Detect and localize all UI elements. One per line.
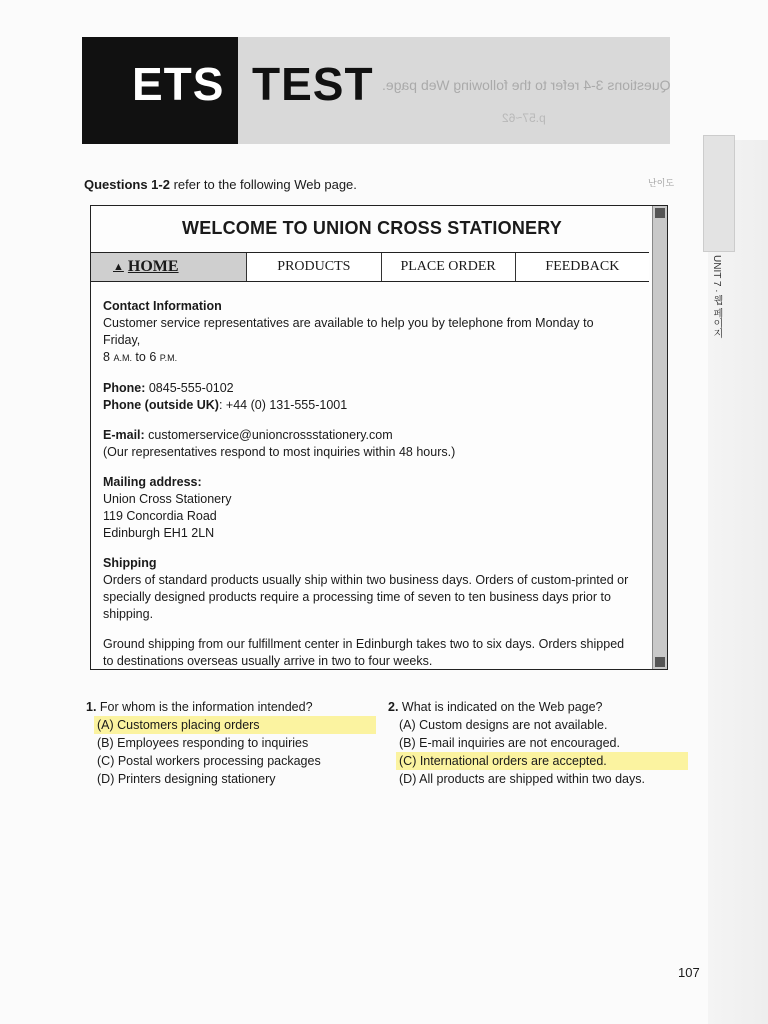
scroll-down-arrow-icon[interactable]	[655, 657, 665, 667]
shipping-para-2: Ground shipping from our fulfillment center in Edinburgh takes two to six days. Orders shipped to destinations overseas usually arrive in two to four weeks.	[103, 637, 625, 668]
mailing-line: Union Cross Stationery	[103, 492, 232, 506]
email-label: E-mail:	[103, 428, 145, 442]
answer-option-highlighted[interactable]: (C) International orders are accepted.	[396, 752, 688, 770]
answer-option[interactable]: (D) All products are shipped within two days.	[399, 772, 645, 786]
nav-tab-home[interactable]	[91, 253, 246, 281]
ets-test-banner	[82, 37, 670, 144]
ets-label: ETS	[132, 58, 225, 110]
answer-option[interactable]: (B) E-mail inquiries are not encouraged.	[399, 736, 620, 750]
shipping-heading: Shipping	[103, 556, 157, 570]
email-note: (Our representatives respond to most inquiries within 48 hours.)	[103, 445, 456, 459]
question-number: 1.	[86, 700, 97, 714]
mailing-line: Edinburgh EH1 2LN	[103, 526, 215, 540]
am-label: A.M.	[113, 353, 132, 363]
questions-range: Questions 1-2	[84, 177, 170, 192]
answer-option[interactable]: (B) Employees responding to inquiries	[97, 736, 309, 750]
page-number: 107	[678, 965, 700, 980]
question-stem	[388, 698, 688, 716]
nav-tab-feedback[interactable]: FEEDBACK	[515, 253, 649, 281]
page-content	[103, 298, 633, 683]
phone-section	[103, 380, 633, 414]
difficulty-note: 난이도	[648, 178, 675, 188]
hours-start: 8	[103, 350, 110, 364]
contact-section	[103, 298, 633, 367]
phone-value: 0845-555-0102	[145, 381, 234, 395]
answer-option-highlighted[interactable]: (A) Customers placing orders	[94, 716, 376, 734]
unit-label: UNIT 7 · 웹 페이지	[711, 255, 722, 339]
nav-tab-place-order[interactable]: PLACE ORDER	[381, 253, 515, 281]
hours-to: to	[131, 350, 150, 364]
mailing-line: 119 Concordia Road	[103, 509, 217, 523]
test-label: TEST	[252, 58, 374, 110]
nav-tab-products[interactable]: PRODUCTS	[246, 253, 380, 281]
mailing-section	[103, 474, 633, 542]
intro-text: refer to the following Web page.	[169, 177, 357, 192]
site-title: WELCOME TO UNION CROSS STATIONERY	[182, 218, 562, 238]
shipping-para-2-block	[103, 636, 633, 670]
contact-heading: Contact Information	[103, 299, 222, 313]
shipping-section	[103, 555, 633, 623]
phone-uk-value: : +44 (0) 131-555-1001	[218, 398, 348, 412]
answer-option[interactable]: (C) Postal workers processing packages	[97, 754, 321, 768]
question-number: 2.	[388, 700, 399, 714]
email-section	[103, 427, 633, 461]
scroll-up-arrow-icon[interactable]	[655, 208, 665, 218]
email-value: customerservice@unioncrossstationery.com	[144, 428, 393, 442]
home-icon: ▲	[113, 261, 124, 273]
side-tab	[703, 135, 735, 252]
question-text: What is indicated on the Web page?	[401, 700, 603, 714]
question-2	[388, 698, 688, 788]
shipping-para-1: Orders of standard products usually ship within two business days. Orders of custom-printed or specially designed products require a processing time of seven to ten business days prior to shipping.	[103, 573, 629, 621]
phone-label: Phone:	[103, 381, 146, 395]
answer-option[interactable]: (A) Custom designs are not available.	[399, 718, 608, 732]
phone-uk-label: Phone (outside UK)	[103, 398, 219, 412]
mailing-heading: Mailing address:	[103, 475, 202, 489]
bleed-through-text-2: p.57~62	[502, 111, 546, 125]
web-page-frame	[90, 205, 668, 670]
bleed-through-text: Questions 3-4 refer to the following Web page.	[382, 77, 671, 93]
nav-home-label: HOME	[127, 258, 179, 275]
question-text: For whom is the information intended?	[99, 700, 313, 714]
contact-text: Customer service representatives are available to help you by telephone from Monday to Friday,	[103, 316, 594, 347]
questions-intro	[84, 177, 357, 192]
hours-end: 6	[149, 350, 157, 364]
scrollbar[interactable]	[652, 206, 667, 669]
question-stem	[86, 698, 376, 716]
site-nav	[91, 252, 649, 282]
question-1	[86, 698, 376, 788]
answer-option[interactable]: (D) Printers designing stationery	[97, 772, 276, 786]
pm-label: P.M.	[159, 353, 178, 363]
